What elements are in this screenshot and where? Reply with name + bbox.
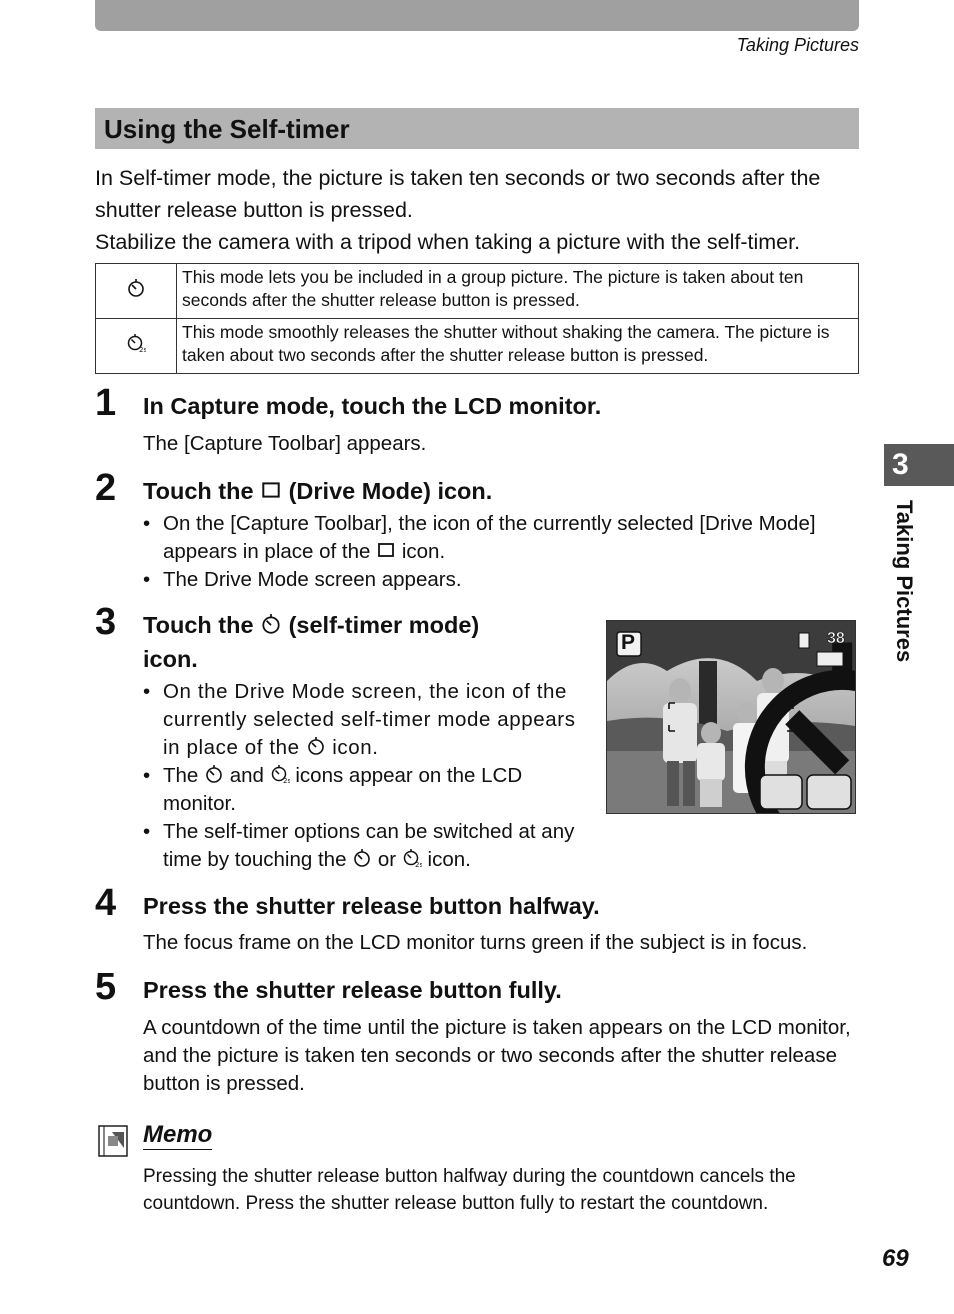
- table-row: [96, 264, 859, 319]
- running-head: Taking Pictures: [736, 35, 859, 55]
- step-number: 2: [95, 467, 117, 509]
- step-number: 5: [95, 966, 117, 1008]
- self-timer-2s-icon: [402, 848, 422, 868]
- bullet-text: On the Drive Mode screen, the icon of the currently selected self-timer mode appears in place of the: [163, 680, 576, 759]
- step-number: 4: [95, 882, 117, 924]
- step-body: The focus frame on the LCD monitor turns green if the subject is in focus.: [143, 931, 808, 954]
- bullet-text: On the [Capture Toolbar], the icon of the currently selected [Drive Mode] appears in place of the: [163, 512, 816, 563]
- step-heading-part: icon.: [143, 646, 198, 672]
- step-number: 3: [95, 601, 117, 643]
- step-heading: Press the shutter release button fully.: [143, 977, 562, 1003]
- list-item: [143, 818, 583, 874]
- bullet-text: icons appear on the LCD monitor.: [163, 764, 523, 815]
- top-bar: [95, 0, 859, 31]
- step-heading-part: (self-timer mode): [288, 612, 480, 638]
- step-heading-part: (Drive Mode) icon.: [288, 478, 493, 504]
- table-row: [96, 319, 859, 374]
- bullet-text: icon.: [401, 540, 446, 563]
- list-item: [143, 566, 863, 594]
- mode-description: This mode smoothly releases the shutter without shaking the camera. The picture is taken about two seconds after the shutter release button is pressed.: [177, 319, 859, 374]
- step-number: 1: [95, 382, 117, 424]
- step-heading: In Capture mode, touch the LCD monitor.: [143, 393, 602, 419]
- bullet-mark: •: [143, 680, 151, 703]
- section-header: [95, 108, 859, 149]
- bullet-text: and: [229, 764, 264, 787]
- mode-table: [95, 263, 859, 374]
- drive-mode-icon: [376, 540, 396, 560]
- page-number: 69: [882, 1245, 909, 1272]
- bullet-mark: •: [143, 764, 151, 787]
- self-timer-10s-icon: [306, 736, 326, 756]
- step-heading: Press the shutter release button halfway.: [143, 893, 600, 919]
- list-item: [143, 510, 863, 566]
- step-bullets: [143, 678, 583, 874]
- step-heading-part: Touch the: [143, 478, 254, 504]
- chapter-tab-label: Taking Pictures: [892, 500, 917, 663]
- bullet-mark: •: [143, 568, 151, 591]
- bullet-text: icon.: [427, 848, 471, 871]
- step-bullets: [143, 510, 863, 594]
- chapter-tab: [884, 444, 954, 486]
- mode-description: This mode lets you be included in a group picture. The picture is taken about ten seconds after the shutter release button is pressed.: [177, 264, 859, 319]
- self-timer-2s-icon: [96, 319, 177, 374]
- list-item: [143, 762, 583, 818]
- bullet-text: The self-timer options can be switched at any time by touching the: [163, 820, 575, 871]
- step-heading: [143, 474, 492, 508]
- remaining-shots: 38: [827, 630, 845, 647]
- bullet-text: The: [163, 764, 199, 787]
- step-heading: [143, 608, 563, 676]
- drive-mode-icon: [260, 479, 282, 501]
- step-body: A countdown of the time until the picture is taken appears on the LCD monitor, and the picture is taken ten seconds or two seconds after the shutter release button is pressed.: [143, 1016, 851, 1095]
- bullet-text: The Drive Mode screen appears.: [163, 568, 462, 591]
- bullet-mark: •: [143, 820, 151, 843]
- self-timer-10s-icon: [96, 264, 177, 319]
- list-item: [143, 678, 583, 762]
- chapter-number: 3: [892, 448, 909, 481]
- memo-title: Memo: [143, 1121, 213, 1148]
- lcd-screen-photo: [606, 620, 856, 814]
- section-title: Using the Self-timer: [104, 114, 350, 144]
- memo-icon: [98, 1124, 128, 1157]
- step-body: The [Capture Toolbar] appears.: [143, 432, 427, 455]
- self-timer-10s-icon: [352, 848, 372, 868]
- bullet-mark: •: [143, 512, 151, 535]
- bullet-text: or: [377, 848, 397, 871]
- intro-paragraph-2: Stabilize the camera with a tripod when taking a picture with the self-timer.: [95, 230, 801, 254]
- capture-mode-badge: P: [621, 631, 636, 654]
- self-timer-2s-icon: [270, 764, 290, 784]
- intro-text: [95, 162, 865, 258]
- self-timer-10s-icon: [260, 613, 282, 635]
- step-heading-part: Touch the: [143, 612, 254, 638]
- memo-body: Pressing the shutter release button halfway during the countdown cancels the countdown. Press the shutter release button fully to restart the countdown.: [143, 1166, 796, 1214]
- intro-paragraph-1: In Self-timer mode, the picture is taken ten seconds or two seconds after the shutter release button is pressed.: [95, 166, 821, 222]
- self-timer-10s-icon: [204, 764, 224, 784]
- bullet-text: icon.: [332, 736, 379, 759]
